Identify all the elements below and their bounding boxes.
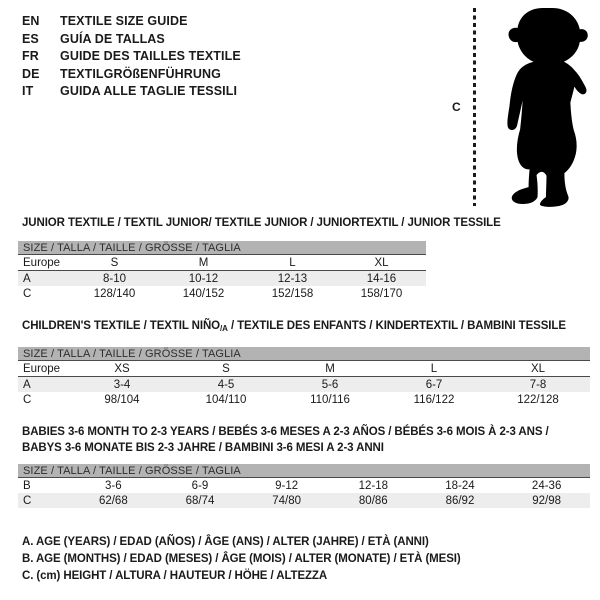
size-band-header — [18, 347, 590, 361]
size-cell: 116/122 — [413, 393, 455, 406]
size-cell: S — [70, 255, 159, 271]
language-code: IT — [22, 84, 34, 98]
row-label: C — [23, 393, 32, 406]
size-cell: 110/116 — [310, 393, 350, 406]
section-title-babies-line2: BABYS 3-6 MONATE BIS 2-3 JAHRE / BAMBINI 3-6 MESI A 2-3 ANNI — [22, 442, 384, 454]
row-label: Europe — [18, 361, 70, 377]
table-row — [18, 361, 590, 377]
size-cell: 128/140 — [93, 287, 136, 300]
language-list — [22, 13, 241, 101]
row-label: C — [18, 493, 70, 508]
language-row — [22, 13, 241, 31]
language-title: TEXTILE SIZE GUIDE — [60, 14, 188, 28]
section-title-children — [22, 320, 566, 333]
language-code: FR — [22, 49, 39, 63]
language-code: DE — [22, 66, 40, 81]
table-row — [18, 493, 590, 508]
row-label: Europe — [18, 255, 70, 271]
size-cell: 74/80 — [243, 493, 330, 508]
size-band-label: SIZE / TALLA / TAILLE / GRÖSSE / TAGLIA — [18, 347, 590, 361]
size-cell: 4-5 — [174, 377, 278, 393]
footnote-b: B. AGE (MONTHS) / EDAD (MESES) / ÂGE (MOIS) / ALTER (MONATE) / ETÀ (MESI) — [22, 553, 461, 565]
section-title-children-post: / TEXTILE DES ENFANTS / KINDERTEXTIL / BAMBINI TESSILE — [227, 320, 566, 332]
size-cell: 14-16 — [337, 271, 426, 287]
table-row — [18, 286, 426, 301]
size-cell: 122/128 — [517, 393, 559, 406]
size-cell: 7-8 — [486, 377, 590, 393]
size-cell: 152/158 — [271, 287, 314, 300]
language-row — [22, 48, 241, 66]
size-cell: 86/92 — [417, 493, 504, 508]
size-cell: 98/104 — [104, 393, 140, 406]
size-band-label: SIZE / TALLA / TAILLE / GRÖSSE / TAGLIA — [18, 241, 426, 255]
size-cell: 3-4 — [70, 377, 174, 393]
section-title-children-pre: CHILDREN'S TEXTILE / TEXTIL NIÑO — [22, 320, 221, 332]
baby-silhouette-icon — [486, 4, 599, 208]
size-cell: 18-24 — [445, 479, 475, 492]
row-label: C — [23, 287, 32, 300]
babies-size-table — [18, 464, 590, 508]
language-code: EN — [22, 14, 40, 28]
size-cell: 12-13 — [248, 271, 337, 287]
language-title: GUIDA ALLE TAGLIE TESSILI — [60, 84, 238, 98]
size-cell: M — [159, 255, 248, 271]
size-cell: 68/74 — [157, 493, 244, 508]
size-cell: L — [248, 255, 337, 271]
footnotes-list — [22, 534, 461, 585]
section-title-children-sub: /A — [220, 324, 228, 333]
row-label: A — [18, 271, 70, 287]
footnote-a: A. AGE (YEARS) / EDAD (AÑOS) / ÂGE (ANS) / ALTER (JAHRE) / ETÀ (ANNI) — [22, 536, 429, 548]
language-title: GUÍA DE TALLAS — [60, 31, 165, 46]
language-row — [22, 83, 241, 101]
size-cell: 5-6 — [278, 377, 382, 393]
size-cell: 10-12 — [159, 271, 248, 287]
size-cell: 140/152 — [182, 287, 225, 300]
table-row — [18, 478, 590, 494]
language-title: TEXTILGRÖßENFÜHRUNG — [60, 66, 221, 81]
table-row — [18, 392, 590, 407]
height-measure-dashed-line — [473, 8, 476, 206]
language-title: GUIDE DES TAILLES TEXTILE — [60, 49, 241, 63]
size-cell: XL — [337, 255, 426, 271]
row-label: B — [23, 479, 31, 492]
size-cell: XS — [70, 361, 174, 377]
table-row — [18, 271, 426, 287]
size-band-header — [18, 241, 426, 255]
measure-label-c: C — [452, 100, 461, 114]
size-cell: 80/86 — [330, 493, 417, 508]
section-title-junior: JUNIOR TEXTILE / TEXTIL JUNIOR/ TEXTILE JUNIOR / JUNIORTEXTIL / JUNIOR TESSILE — [22, 217, 501, 229]
size-band-header — [18, 464, 590, 478]
size-cell: 8-10 — [70, 271, 159, 287]
row-label: A — [18, 377, 70, 393]
section-title-babies — [22, 424, 582, 456]
size-cell: 92/98 — [503, 493, 590, 508]
size-cell: 6-7 — [382, 377, 486, 393]
junior-size-table — [18, 241, 426, 301]
size-cell: 12-18 — [358, 479, 388, 492]
size-cell: M — [278, 361, 382, 377]
size-cell: 158/170 — [360, 287, 403, 300]
size-cell: 24-36 — [531, 479, 562, 492]
language-row — [22, 31, 241, 49]
size-cell: S — [174, 361, 278, 377]
size-band-label: SIZE / TALLA / TAILLE / GRÖSSE / TAGLIA — [18, 464, 590, 478]
size-cell: 6-9 — [191, 479, 209, 492]
language-row — [22, 66, 241, 84]
section-title-babies-line1: BABIES 3-6 MONTH TO 2-3 YEARS / BEBÉS 3-6 MESES A 2-3 AÑOS / BÉBÉS 3-6 MOIS À 2-3 ANS / — [22, 426, 549, 438]
size-cell: XL — [486, 361, 590, 377]
language-code: ES — [22, 31, 39, 46]
size-cell: 3-6 — [105, 479, 122, 492]
size-figure — [440, 0, 600, 215]
table-row — [18, 255, 426, 271]
size-cell: 104/110 — [205, 393, 247, 406]
table-row — [18, 377, 590, 393]
children-size-table — [18, 347, 590, 407]
size-cell: L — [382, 361, 486, 377]
size-cell: 9-12 — [275, 479, 299, 492]
footnote-c: C. (cm) HEIGHT / ALTURA / HAUTEUR / HÖHE / ALTEZZA — [22, 570, 328, 582]
size-cell: 62/68 — [70, 493, 157, 508]
